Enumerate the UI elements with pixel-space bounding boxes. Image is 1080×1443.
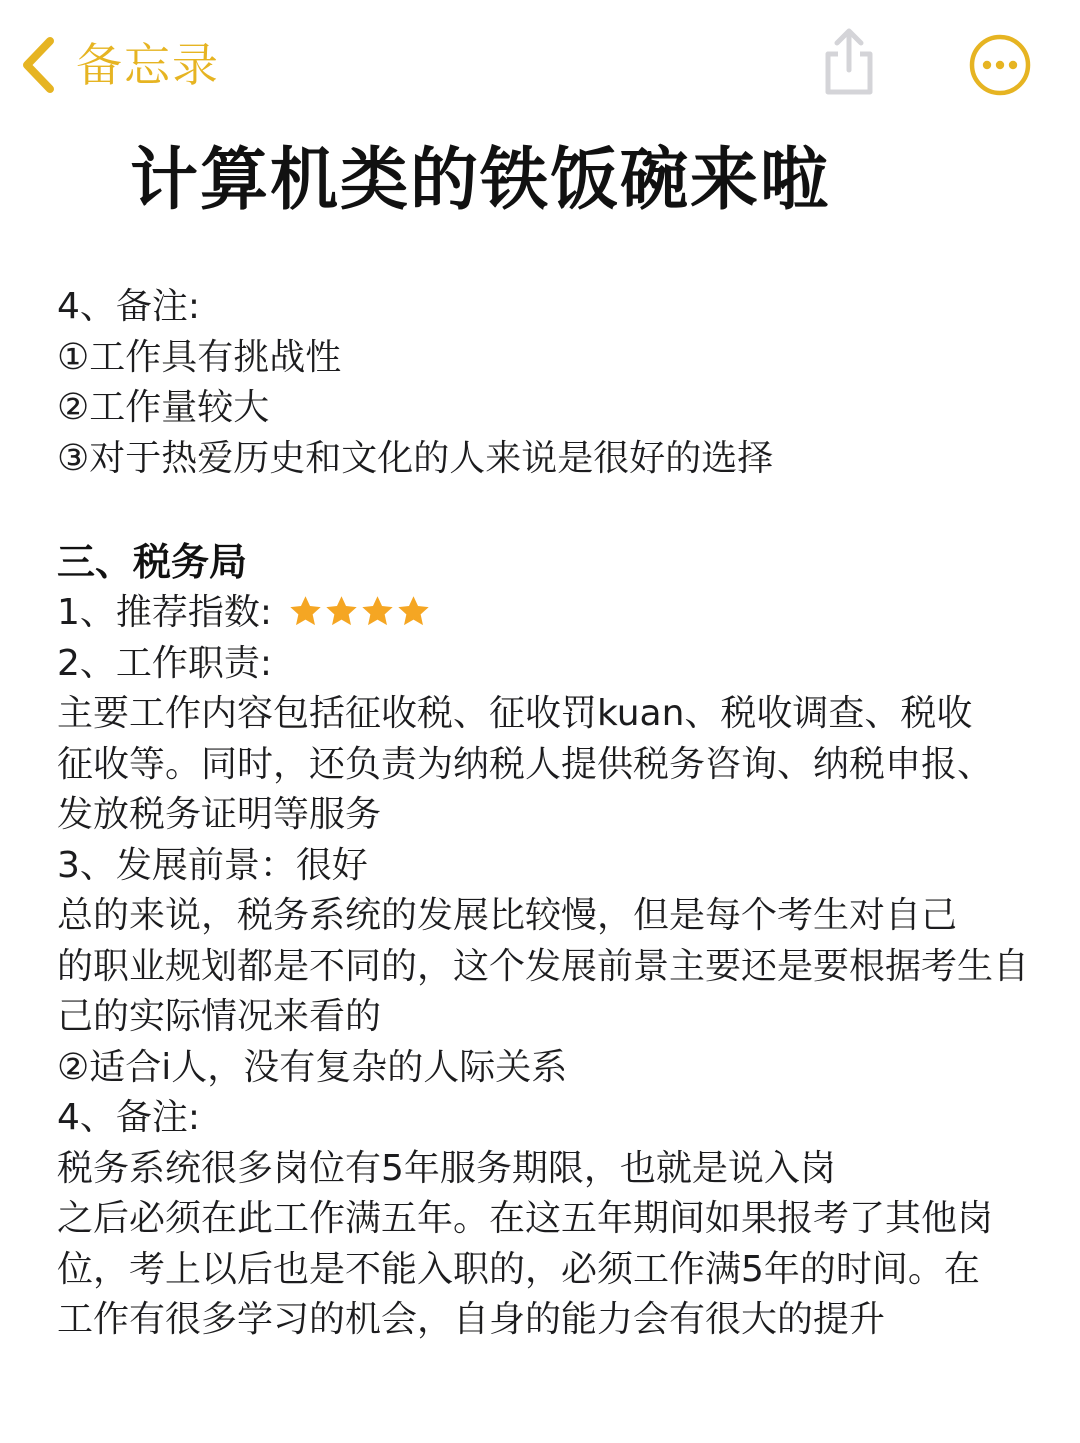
share-icon [818, 83, 880, 102]
note-line: 己的实际情况来看的 [57, 996, 382, 1037]
note-title: 计算机类的铁饭碗来啦 [130, 141, 831, 220]
rating-line [57, 588, 1037, 639]
note-line: 2、工作职责: [57, 642, 273, 684]
section-notes [57, 282, 1037, 484]
note-line: 位，考上以后也是不能入职的，必须工作满5年的时间。在 [57, 1248, 980, 1290]
rating-label: 1、推荐指数: [57, 592, 273, 633]
star-rating [288, 593, 432, 644]
chevron-left-icon [18, 35, 58, 95]
more-button[interactable] [968, 33, 1032, 101]
note-line: ③对于热爱历史和文化的人来说是很好的选择 [57, 437, 774, 479]
star-icon [288, 593, 323, 644]
note-line: 税务系统很多岗位有5年服务期限，也就是说入岗 [57, 1147, 836, 1189]
note-line: 征收等。同时，还负责为纳税人提供税务咨询、纳税申报、 [57, 743, 994, 785]
note-line: 发放税务证明等服务 [57, 794, 382, 835]
note-line: 主要工作内容包括征收税、征收罚kuan、税收调查、税收 [57, 693, 973, 734]
share-button[interactable] [818, 26, 880, 102]
star-icon [360, 593, 395, 644]
note-line: 4、备注: [57, 286, 201, 327]
section-tax-bureau [57, 536, 1037, 1346]
note-line: 之后必须在此工作满五年。在这五年期间如果报考了其他岗 [57, 1198, 994, 1239]
star-icon [396, 593, 431, 644]
note-body[interactable] [57, 282, 1037, 1346]
navigation-bar [0, 0, 1080, 130]
note-line: ②适合i人，没有复杂的人际关系 [57, 1046, 568, 1088]
back-button[interactable] [18, 30, 220, 100]
note-line: 总的来说，税务系统的发展比较慢，但是每个考生对自己 [57, 895, 958, 936]
note-line: 4、备注: [57, 1097, 201, 1138]
back-label: 备忘录 [76, 38, 220, 92]
star-icon [324, 593, 359, 644]
note-line: ②工作量较大 [57, 387, 270, 428]
section-heading: 三、税务局 [57, 540, 248, 584]
note-line: 3、发展前景：很好 [57, 844, 368, 886]
note-line: ①工作具有挑战性 [57, 336, 342, 378]
more-icon [968, 82, 1032, 101]
blank-line [57, 484, 1037, 536]
note-line: 的职业规划都是不同的，这个发展前景主要还是要根据考生自 [57, 945, 1030, 987]
note-line: 工作有很多学习的机会，自身的能力会有很大的提升 [57, 1299, 886, 1340]
